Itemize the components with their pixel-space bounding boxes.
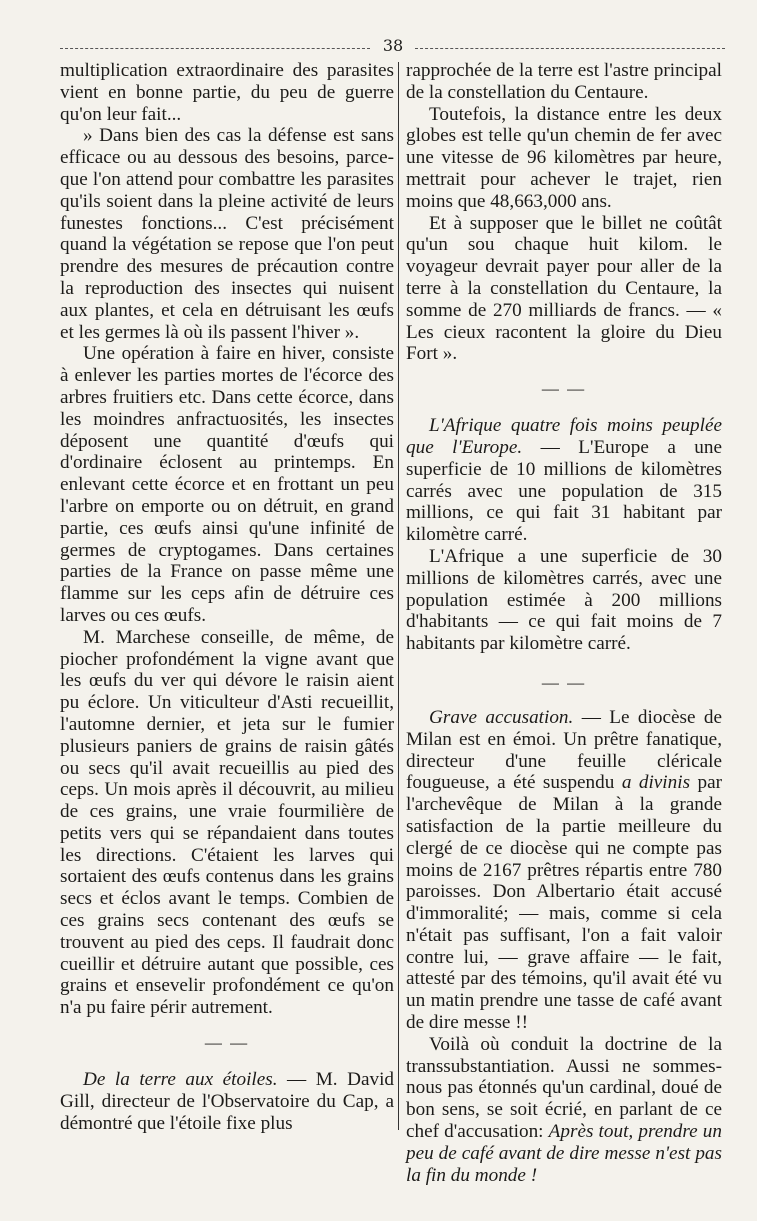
paragraph-parasites-end: multiplication extraordinaire des parasites vient en bonne partie, du peu de guerre qu'on leur fait... [60, 60, 394, 125]
header-rule-left [60, 48, 370, 49]
article-body-grave-1: — Le diocèse de Milan est en émoi. Un prêtre fanatique, directeur d'une feuille cléricale fougueuse, a été suspendu [406, 706, 722, 794]
column-divider [398, 62, 399, 1130]
article-body-etoiles: — M. David Gill, directeur de l'Observatoire du Cap, a démontré que l'étoile fixe plus [60, 1069, 394, 1134]
article-separator: — — [541, 379, 587, 399]
paragraph-etoiles [60, 1069, 394, 1134]
article-heading-etoiles: De la terre aux étoiles. [83, 1069, 278, 1091]
article-heading-afrique: L'Afrique quatre fois moins peuplée que l'Europe. [406, 415, 722, 458]
paragraph-winter-operation: Une opération à faire en hiver, consiste à enlever les parties mortes de l'écorce des arbres fruitiers etc. Dans cette écorce, dans les moindres anfractuosités, les insectes déposent une quantité d'œufs qui d'ordinaire éclosent au printemps. En enlevant cette écorce et en frottant un peu l'arbre on emporte ou on détruit, en grand partie, ces œufs ainsi qu'une infinité de germes de cryptogames. Dans certaines parties de la France on passe même une flamme sur les ceps afin de détruire ces larves ou ces œufs. [60, 343, 394, 626]
article-body-grave-3: Voilà où conduit la doctrine de la transsubstantiation. Aussi ne sommes-nous pas étonnés qu'un cardinal, doué de bon sens, se soit écrié, en parlant de ce chef d'accusation: [406, 1033, 722, 1143]
page-header [60, 36, 725, 56]
paragraph-afrique [406, 415, 722, 546]
article-separator: — — [541, 672, 587, 692]
paragraph-distance: Toutefois, la distance entre les deux globes est telle qu'un chemin de fer avec une vitesse de 96 kilomètres par heure, mettrait pour achever le trajet, rien moins que 48,663,000 ans. [406, 103, 722, 212]
paragraph-afrique-2: L'Afrique a une superficie de 30 millions de kilomètres carrés, avec une population estimée à 200 millions d'habitants — ce qui fait moins de 7 habitants par kilomètre carré. [406, 545, 722, 655]
article-body-afrique: — L'Europe a une superficie de 10 millions de kilomètres carrés avec une population de 315 millions, ce qui fait 31 habitant par kilomètre carré. [406, 436, 722, 546]
article-body-grave-italic: a divinis [621, 772, 691, 794]
paragraph-centaure: rapprochée de la terre est l'astre principal de la constellation du Centaure. [406, 60, 722, 103]
article-heading-grave: Grave accusation. [429, 706, 574, 728]
page-number: 38 [382, 36, 404, 55]
paragraph-transsubstantiation [406, 1034, 722, 1187]
article-body-grave-2: par l'archevêque de Milan à la grande satisfaction de la partie meilleure du clergé de ce diocèse qui ne compte pas moins de 2167 prêtres répartis entre 780 paroisses. Don Albertario était accusé d'immoralité; — mais, comme si cela n'était pas suffisant, l'on a fait valoir contre lui, — grave affaire — le fait, attesté par des témoins, qu'il avait été vu un matin prendre une tasse de café avant de dire messe !! [406, 772, 722, 1034]
paragraph-grave [406, 707, 722, 1034]
paragraph-defense-quote: » Dans bien des cas la défense est sans efficace ou au dessous des besoins, parce-que l'on attend pour combattre les parasites qu'ils soient dans la pleine activité de leurs funestes fonctions... C'est précisément quand la végétation se repose que l'on peut prendre des mesures de précaution contre la reproduction des insectes qui nuisent aux plantes, et cela en détruisant les œufs et les germes là où ils passent l'hiver ». [60, 125, 394, 343]
paragraph-billet: Et à supposer que le billet ne coûtât qu'un sou chaque huit kilom. le voyageur devrait payer pour aller de la terre à la constellation du Centaure, la somme de 270 milliards de francs. — « Les cieux racontent la gloire du Dieu Fort ». [406, 212, 722, 365]
paragraph-marchese: M. Marchese conseille, de même, de piocher profondément la vigne avant que les œufs du ver qui dévore le raisin aient pu éclore. Un viticulteur d'Asti recueillit, l'automne dernier, et jeta sur le fumier plusieurs paniers de grains de raisin gâtés ou secs qu'il avait recueillis au pied des ceps. Un mois après il découvrit, au milieu de ces grains, une vraie fourmilière de petits vers qui se répandaient dans toutes les directions. C'étaient les larves qui sortaient des œufs contenus dans les grains secs et éclos avant le temps. Combien de ces grains secs contenant des œufs se trouvent au pied des ceps. Il faudrait donc cueillir et détruire autant que possible, ces grains et ensevelir profondément ce qu'on n'a pu faire périr autrement. [60, 626, 394, 1019]
article-quote-cardinal: Après tout, prendre un peu de café avant de dire messe n'est pas la fin du monde ! [406, 1121, 722, 1186]
header-rule-right [415, 48, 725, 49]
left-column [60, 60, 394, 1134]
article-separator: — — [204, 1033, 250, 1053]
right-column [406, 60, 722, 1186]
